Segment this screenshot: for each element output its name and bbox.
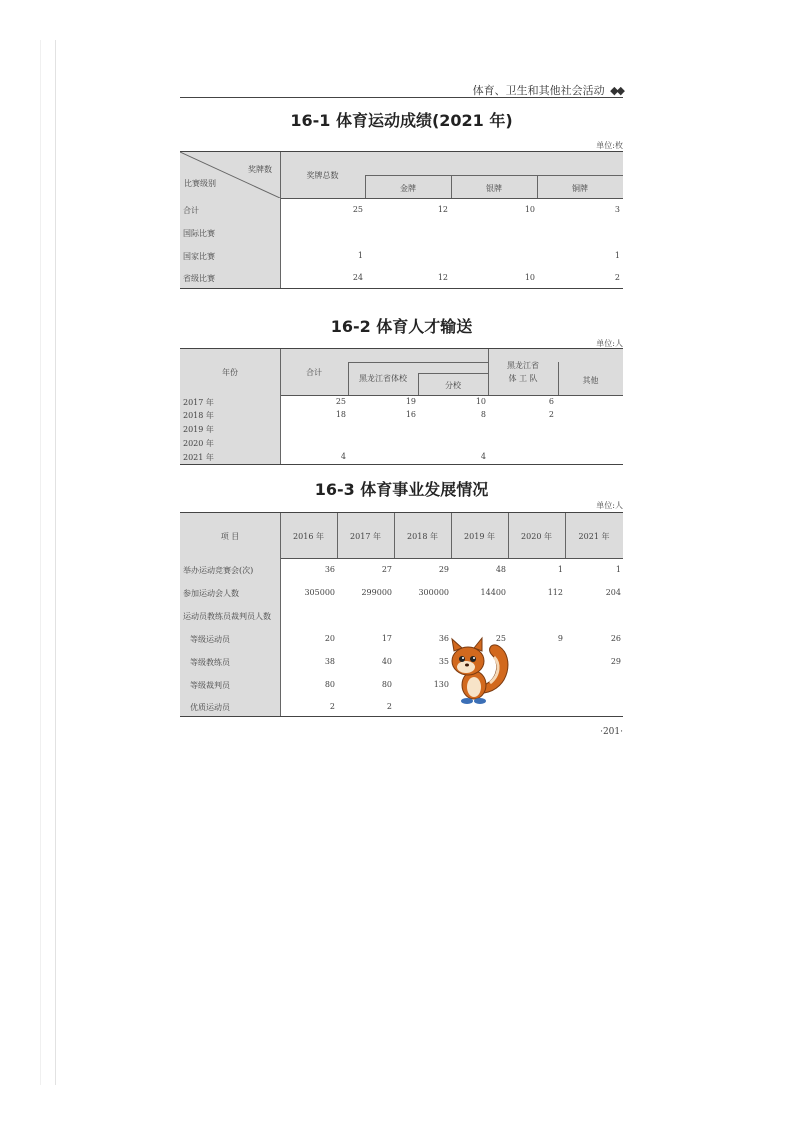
table2-cell: 8	[480, 410, 486, 419]
table3-cell: 80	[324, 680, 335, 689]
table2-col-team-line1: 黑龙江省	[507, 361, 539, 370]
table2-cell: 19	[405, 397, 416, 406]
table2-row-year: 2017 年	[183, 398, 214, 407]
table3-cell: 38	[324, 657, 335, 666]
table3-col-year: 2019 年	[464, 532, 495, 541]
table2-col-branch: 分校	[445, 381, 461, 390]
page-margin-line	[55, 40, 56, 1085]
table3-cell: 29	[610, 657, 621, 666]
table3-cell: 112	[547, 588, 563, 597]
table1-row-label: 国家比赛	[183, 252, 215, 261]
page-number: ·201·	[600, 727, 623, 737]
table2-cell: 18	[335, 410, 346, 419]
table2-row-year: 2018 年	[183, 411, 214, 420]
table1-corner-top: 奖牌数	[248, 165, 272, 174]
table3-cell: 17	[381, 634, 392, 643]
table2-col-total: 合计	[306, 368, 322, 377]
table3-cell: 9	[557, 634, 563, 643]
table3-cell: 36	[438, 634, 449, 643]
table3-cell: 35	[438, 657, 449, 666]
table2-row-year: 2020 年	[183, 439, 214, 448]
table1-row-label: 国际比赛	[183, 229, 215, 238]
table3-row-label: 优质运动员	[190, 703, 230, 712]
table2-cell: 4	[340, 452, 346, 461]
table1-col-total: 奖牌总数	[306, 171, 339, 180]
table3-row-label: 等级教练员	[190, 658, 230, 667]
table2	[180, 348, 623, 465]
table1-title: 16-1 体育运动成绩(2021 年)	[290, 111, 513, 130]
table1-cell: 1	[357, 251, 363, 260]
table3-row-label: 运动员教练员裁判员人数	[183, 612, 271, 621]
table3-cell: 300000	[418, 588, 449, 597]
table1-cell: 10	[524, 205, 535, 214]
table2-divider	[488, 349, 489, 395]
table2-row-year: 2021 年	[183, 453, 214, 462]
table1-cell: 24	[352, 273, 363, 282]
table3-cell: 14400	[480, 588, 506, 597]
table3-unit: 单位:人	[596, 501, 623, 510]
table2-subheader-rule	[348, 362, 488, 363]
table1-subheader-rule	[365, 175, 623, 176]
table1-cell: 3	[614, 205, 620, 214]
table3-cell: 2	[386, 702, 392, 711]
squirrel-mascot-icon	[440, 635, 512, 707]
table3-col-year: 2020 年	[521, 532, 552, 541]
running-head	[180, 82, 623, 98]
table2-col-other: 其他	[582, 376, 599, 385]
table3-cell: 29	[438, 565, 449, 574]
table1-corner-diagonal	[180, 152, 280, 198]
table3-cell: 26	[610, 634, 621, 643]
table3-row-label: 等级裁判员	[190, 681, 230, 690]
table1-row-label: 合计	[183, 206, 199, 215]
table2-cell: 10	[475, 397, 486, 406]
table3-cell: 299000	[361, 588, 392, 597]
table3-cell: 40	[381, 657, 392, 666]
table1-row-label: 省级比赛	[183, 274, 215, 283]
table1-cell: 25	[352, 205, 363, 214]
table3-cell: 48	[495, 565, 506, 574]
table3-row-label: 举办运动竞赛会(次)	[183, 566, 254, 575]
table2-cell: 16	[405, 410, 416, 419]
table1-col-silver: 银牌	[486, 184, 502, 193]
table3-col-year: 2016 年	[293, 532, 324, 541]
table3-cell: 305000	[304, 588, 335, 597]
table2-unit: 单位:人	[596, 339, 623, 348]
table3-row-label: 参加运动会人数	[183, 589, 239, 598]
table3-cell: 36	[324, 565, 335, 574]
table3-cell: 130	[433, 680, 449, 689]
diamond-icon: ◆◆	[610, 84, 623, 97]
table3-col-year: 2018 年	[407, 532, 438, 541]
table2-title: 16-2 体育人才输送	[330, 317, 473, 336]
table3-cell: 20	[324, 634, 335, 643]
table2-row-year: 2019 年	[183, 425, 214, 434]
table1-col-bronze: 铜牌	[572, 184, 588, 193]
table1-col-gold: 金牌	[400, 184, 416, 193]
table2-cell: 25	[335, 397, 346, 406]
table2-col-school: 黑龙江省体校	[359, 374, 407, 383]
table1-cell: 2	[614, 273, 620, 282]
table1-cell: 10	[524, 273, 535, 282]
table2-col-year: 年份	[222, 368, 238, 377]
table3-cell: 80	[381, 680, 392, 689]
table3-cell: 204	[605, 588, 621, 597]
table2-cell: 2	[548, 410, 554, 419]
table3	[180, 512, 623, 717]
table1-cell: 12	[437, 205, 448, 214]
table3-cell: 25	[495, 634, 506, 643]
header-rule	[180, 97, 623, 98]
table3-row-label: 等级运动员	[190, 635, 230, 644]
page-margin-line-outer	[40, 40, 41, 1085]
table2-col-team-line2: 体 工 队	[508, 374, 538, 383]
running-head-text: 体育、卫生和其他社会活动	[472, 84, 605, 97]
table1-cell: 12	[437, 273, 448, 282]
table1-cell: 1	[614, 251, 620, 260]
table3-title: 16-3 体育事业发展情况	[314, 480, 489, 499]
table1-unit: 单位:枚	[596, 141, 623, 150]
table3-cell: 27	[381, 565, 392, 574]
table3-col-year: 2021 年	[578, 532, 610, 541]
table2-cell: 6	[548, 397, 554, 406]
table3-cell: 1	[615, 565, 621, 574]
table3-col-item: 项 目	[220, 532, 240, 541]
table3-cell: 2	[329, 702, 335, 711]
table2-cell: 4	[480, 452, 486, 461]
table1	[180, 151, 623, 289]
table3-col-year: 2017 年	[350, 532, 381, 541]
table2-subheader-rule	[418, 373, 488, 374]
table3-cell: 1	[557, 565, 563, 574]
table1-corner-bottom: 比赛级别	[184, 179, 216, 188]
